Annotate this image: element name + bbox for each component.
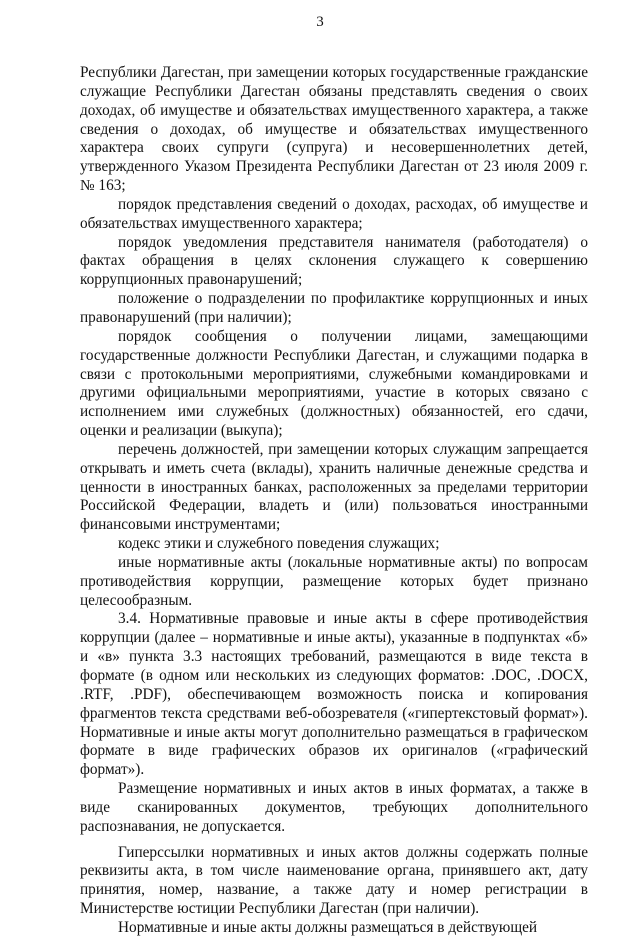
- paragraph-section-3-4: 3.4. Нормативные правовые и иные акты в сфере противодействия коррупции (далее – нормативные и иные акты), указанные в подпунктах «б» и «в» пункта 3.3 настоящих требований, размещаются в виде текста в формате (в одном или нескольких из следующих форматов: .DOC, .DOCX, .RTF, .PDF), обеспечивающем возможность поиска и копирования фрагментов текста средствами веб-обозревателя («гипертекстовый формат»). Нормативные и иные акты могут дополнительно размещаться в графическом формате в виде графических образов их оригиналов («графический формат»).: [80, 610, 588, 779]
- page-number: 3: [316, 14, 324, 30]
- paragraph-list-item: порядок сообщения о получении лицами, замещающими государственные должности Республики Дагестан, и служащими подарка в связи с протокольными мероприятиями, служебными командировками и другими официальными мероприятиями, участие в которых связано с исполнением ими служебных (должностных) обязанностей, его сдачи, оценки и реализации (выкупа);: [80, 327, 588, 440]
- paragraph-list-item: порядок уведомления представителя нанимателя (работодателя) о фактах обращения в целях склонения служащего к совершению коррупционных правонарушений;: [80, 233, 588, 289]
- paragraph-list-item: порядок представления сведений о доходах, расходах, об имуществе и обязательствах имущественного характера;: [80, 195, 588, 232]
- paragraph-formats: Размещение нормативных и иных актов в иных форматах, а также в виде сканированных документов, требующих дополнительного распознавания, не допускается.: [80, 780, 588, 835]
- paragraph-list-item: кодекс этики и служебного поведения служащих;: [118, 535, 440, 553]
- paragraph-final: Нормативные и иные акты должны размещаться в действующей: [118, 918, 538, 936]
- paragraph-list-item: перечень должностей, при замещении которых служащим запрещается открывать и иметь счета (вклады), хранить наличные денежные средства и ценности в иностранных банках, расположенных за пределами территории Российской Федерации, владеть и (или) пользоваться иностранными финансовыми инструментами;: [80, 440, 588, 534]
- paragraph-hyperlinks: Гиперссылки нормативных и иных актов должны содержать полные реквизиты акта, в том числе наименование органа, принявшего акт, дату принятия, номер, название, а также дату и номер регистрации в Министерстве юстиции Республики Дагестан (при наличии).: [80, 843, 588, 918]
- paragraph-list-item: иные нормативные акты (локальные нормативные акты) по вопросам противодействия коррупции, размещение которых будет признано целесообразным.: [80, 553, 588, 609]
- paragraph-continuation: Республики Дагестан, при замещении которых государственные гражданские служащие Республики Дагестан обязаны представлять сведения о своих доходах, об имуществе и обязательствах имущественного характера, а также сведения о доходах, об имуществе и обязательствах имущественного характера своих супруги (супруга) и несовершеннолетних детей, утвержденного Указом Президента Республики Дагестан от 23 июля 2009 г. № 163;: [80, 64, 588, 195]
- paragraph-list-item: положение о подразделении по профилактике коррупционных и иных правонарушений (при наличии);: [80, 290, 588, 326]
- document-body: [80, 64, 588, 938]
